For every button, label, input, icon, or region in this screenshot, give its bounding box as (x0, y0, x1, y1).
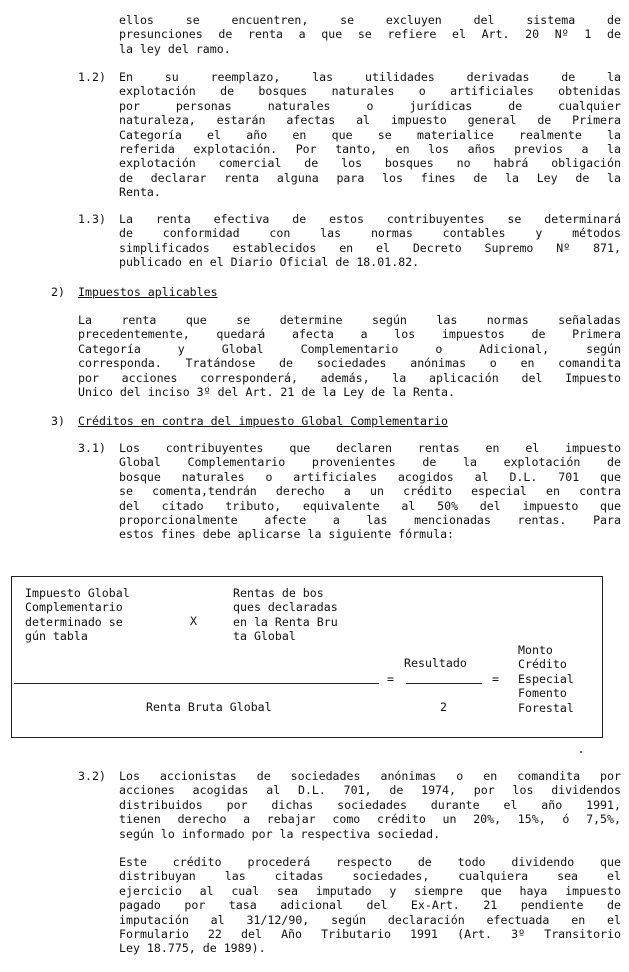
paragraph-3-2-credito: Este crédito procederá respecto de todo dividendo que distribuyan las citadas sociedades, cualquiera sea el ejercicio al cual sea imputado y siempre que haya impuesto pagado por tasa adicional del Ex-Art. 21 pendiente de imputación al 31/12/90, según declaración efectuada en el Formulario 22 del Año Tributario 1991 (Art. 3º Transitorio Ley 18.775, de 1989). (119, 855, 621, 956)
paragraph-1-3: La renta efectiva de estos contribuyentes se determinará de conformidad con las normas contables y métodos simplificados establecidos en el Decreto Supremo Nº 871, publicado en el Diario Oficial de 18.01.82. (119, 212, 621, 270)
paragraph-3-2: Los accionistas de sociedades anónimas o en comandita por acciones acogidas al D.L. 701, de 1974, por los dividendos distribuidos por dichas sociedades durante el año 1991, tienen derecho a rebajar como crédito un 20%, 15%, ó 7,5%, según lo informado por la respectiva sociedad. (119, 769, 621, 841)
paragraph-presunciones: ellos se encuentren, se excluyen del sistema de presunciones de renta a que se refiere el Art. 20 Nº 1 de la ley del ramo. (119, 13, 621, 56)
formula-rentas: Rentas de bos ques declaradas en la Renta Bru ta Global (233, 586, 338, 644)
formula-times-sign: X (190, 614, 197, 628)
formula-denominador: Renta Bruta Global (146, 700, 272, 714)
formula-box (11, 576, 603, 738)
paragraph-impuestos: La renta que se determine según las normas señaladas precedentemente, quedará afecta a los impuestos de Primera Categoría y Global Complementario o Adicional, según corresponda. Tratándose de sociedades anónimas o en comandita por acciones corresponderá, además, la aplicación del Impuesto Unico del inciso 3º del Art. 21 de la Ley de la Renta. (78, 313, 621, 400)
formula-equals-2: = (492, 672, 499, 686)
section-number-1-3: 1.3) (78, 212, 106, 226)
formula-impuesto: Impuesto Global Complementario determinado se gún tabla (25, 586, 130, 644)
paragraph-3-1: Los contribuyentes que declaren rentas en el impuesto Global Complementario provenientes de la explotación de bosque naturales o artificiales acogidos al D.L. 701 que se comenta,tendrán derecho a un crédito especial en contra del citado tributo, equivalente al 50% del impuesto que proporcionalmente afecte a las mencionadas rentas. Para estos fines debe aplicarse la siguiente fórmula: (119, 441, 621, 542)
formula-resultado: Resultado (404, 656, 467, 670)
formula-dos: 2 (440, 700, 447, 714)
section-number-1-2: 1.2) (78, 70, 106, 84)
paragraph-1-2: En su reemplazo, las utilidades derivadas de la explotación de bosques naturales o artificiales obtenidas por personas naturales o jurídicas de cualquier naturaleza, estarán afectas al impuesto general de Primera Categoría el año en que se materialice realmente la referida explotación. Por tanto, en los años previos a la explotación comercial de los bosques no habrá obligación de declarar renta alguna para los fines de la Ley de la Renta. (119, 70, 621, 200)
speck-mark (580, 751, 582, 753)
section-number-3-1: 3.1) (78, 441, 106, 455)
fraction-bar-main (14, 683, 379, 684)
section-number-3-2: 3.2) (78, 769, 106, 783)
section-number-3: 3) (51, 414, 65, 428)
formula-monto: Monto Crédito Especial Fomento Forestal (518, 643, 574, 715)
fraction-bar-resultado (406, 683, 482, 684)
heading-impuestos-aplicables: Impuestos aplicables (78, 285, 218, 299)
section-number-2: 2) (51, 285, 65, 299)
heading-creditos: Créditos en contra del impuesto Global Complementario (78, 414, 448, 428)
formula-equals-1: = (387, 672, 394, 686)
